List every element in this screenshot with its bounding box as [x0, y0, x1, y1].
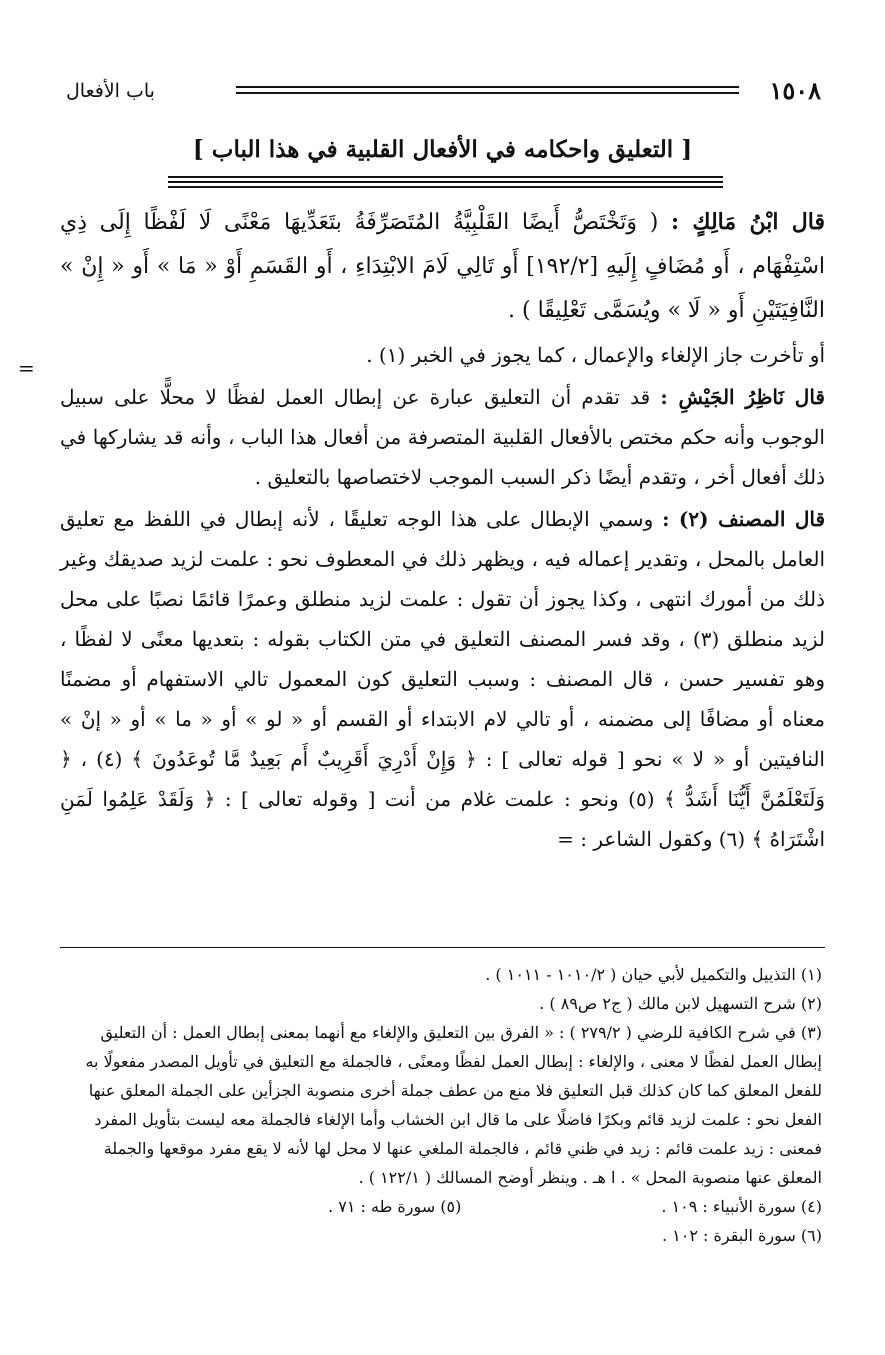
footnote-6: (٦) سورة البقرة : ١٠٢ .	[661, 1226, 822, 1245]
footnote-rule	[60, 947, 825, 948]
paragraph-ibn-malik	[60, 200, 825, 333]
paragraph-musannif	[60, 499, 825, 859]
page-header	[66, 76, 821, 106]
footnote-1: (١) التذييل والتكميل لأبي حيان ( ١٠١٠/٢ - ١٠١١ ) .	[485, 965, 822, 984]
paragraph-text: ( وَتَخْتَصُّ أَيضًا القَلْبِيَّةُ المُتَصَرِّفَةُ بتَعَدِّيهَا مَعْنًى لَا لَفْظًا إِلَى ذِي اسْتِفْهَام ، أَو مُضَافٍ إِلَيهِ [١٩٢/٢] أَو تَالِي لَامَ الابْتِدَاءِ ، أَو القَسَمِ أَوْ « مَا » أَو « إِنْ » النَّافِيَتَيْنِ أَو « لَا » ويُسَمَّى تَعْلِيقًا ) .	[60, 210, 825, 323]
continuation-mark: =	[18, 356, 35, 380]
paragraph-nazir-al-jaysh	[60, 377, 825, 497]
running-head: باب الأفعال	[66, 80, 155, 102]
paragraph-text: وسمي الإبطال على هذا الوجه تعليقًا ، لأنه إبطال في اللفظ مع تعليق العامل بالمحل ، وتقدير إعماله فيه ، ويظهر ذلك في المعطوف نحو : علمت لزيد صديقك وغير ذلك من أمورك انتهى ، وكذا يجوز أن تقول : علمت لزيد منطلق وعمرًا قائمًا نصبًا على محل لزيد منطلق (٣) ، وقد فسر المصنف التعليق في متن الكتاب بقوله : بتعديها معنًى لا لفظًا ، وهو تفسير حسن ، قال المصنف : وسبب التعليق كون المعمول تالي الاستفهام أو مضمنًا معناه أو مضافًا إلى مضمنه ، أو تالي لام الابتداء أو القسم أو « لو » أو « ما » أو « إنْ » النافيتين أو « لا » نحو [ قوله تعالى ] : ﴿ وَإِنْ أَدْرِيَ أَقَرِيبٌ أَم بَعِيدٌ مَّا تُوعَدُونَ ﴾ (٤) ، ﴿ وَلَتَعْلَمُنَّ أَيُّنَا أَشَدُّ ﴾ (٥) ونحو : علمت غلام من أنت [ وقوله تعالى ] : ﴿ وَلَقَدْ عَلِمُوا لَمَنِ اشْتَرَاهُ ﴾ (٦) وكقول الشاعر : =	[60, 507, 826, 851]
paragraph-lead: قال ابْنُ مَالِكٍ :	[670, 209, 825, 235]
page-number: ١٥٠٨	[769, 76, 821, 105]
paragraph-lead: قال المصنف (٢) :	[662, 507, 826, 531]
footnote-2: (٢) شرح التسهيل لابن مالك ( ج٢ ص٨٩ ) .	[539, 994, 822, 1013]
footnote-4: (٤) سورة الأنبياء : ١٠٩ .	[661, 1197, 822, 1216]
title-underline	[168, 176, 723, 191]
footnotes	[60, 960, 822, 1250]
paragraph-text: أو تأخرت جاز الإلغاء والإعمال ، كما يجوز في الخبر (١) .	[366, 343, 825, 367]
footnote-5: (٥) سورة طه : ٧١ .	[328, 1197, 462, 1216]
paragraph-text: قد تقدم أن التعليق عبارة عن إبطال العمل لفظًا لا محلًّا على سبيل الوجوب وأنه حكم مختص بالأفعال القلبية المتصرفة من أفعال هذا الباب ، وأنه قد يشاركها في ذلك أفعال أخر ، وتقدم أيضًا ذكر السبب الموجب لاختصاصها بالتعليق .	[60, 385, 825, 489]
header-rule	[236, 86, 739, 94]
footnote-3: (٣) في شرح الكافية للرضي ( ٢٧٩/٢ ) : « الفرق بين التعليق والإلغاء مع أنهما بمعنى إبطال العمل : أن التعليق إبطال العمل لفظًا لا معنى ، والإلغاء : إبطال العمل لفظًا ومعنًى ، فالجملة مع التعليق في تأويل المصدر مفعولًا به للفعل المعلق كما كان كذلك قبل التعليق فلا منع من عطف جملة أخرى منصوبة الجزأين على الجملة المعلق عنها الفعل نحو : علمت لزيد قائم وبكرًا فاضلًا على ما قال ابن الخشاب وأما الإلغاء فالجملة معه ليست بتأويل المفرد فمعنى : زيد علمت قائم : زيد في ظني قائم ، فالجملة الملغي عنها لا محل لها لأنه لا يقع مفرد موقعها والجملة المعلق عنها منصوبة المحل » . ا هـ . وينظر أوضح المسالك ( ١٢٢/١ ) .	[85, 1023, 822, 1187]
section-title: [ التعليق واحكامه في الأفعال القلبية في هذا الباب ]	[192, 136, 693, 163]
paragraph-lead: قال نَاظِرُ الجَيْشِ :	[660, 385, 825, 409]
body-text	[60, 200, 825, 859]
footnote-pair	[60, 1192, 822, 1221]
paragraph-continuation	[60, 335, 825, 375]
